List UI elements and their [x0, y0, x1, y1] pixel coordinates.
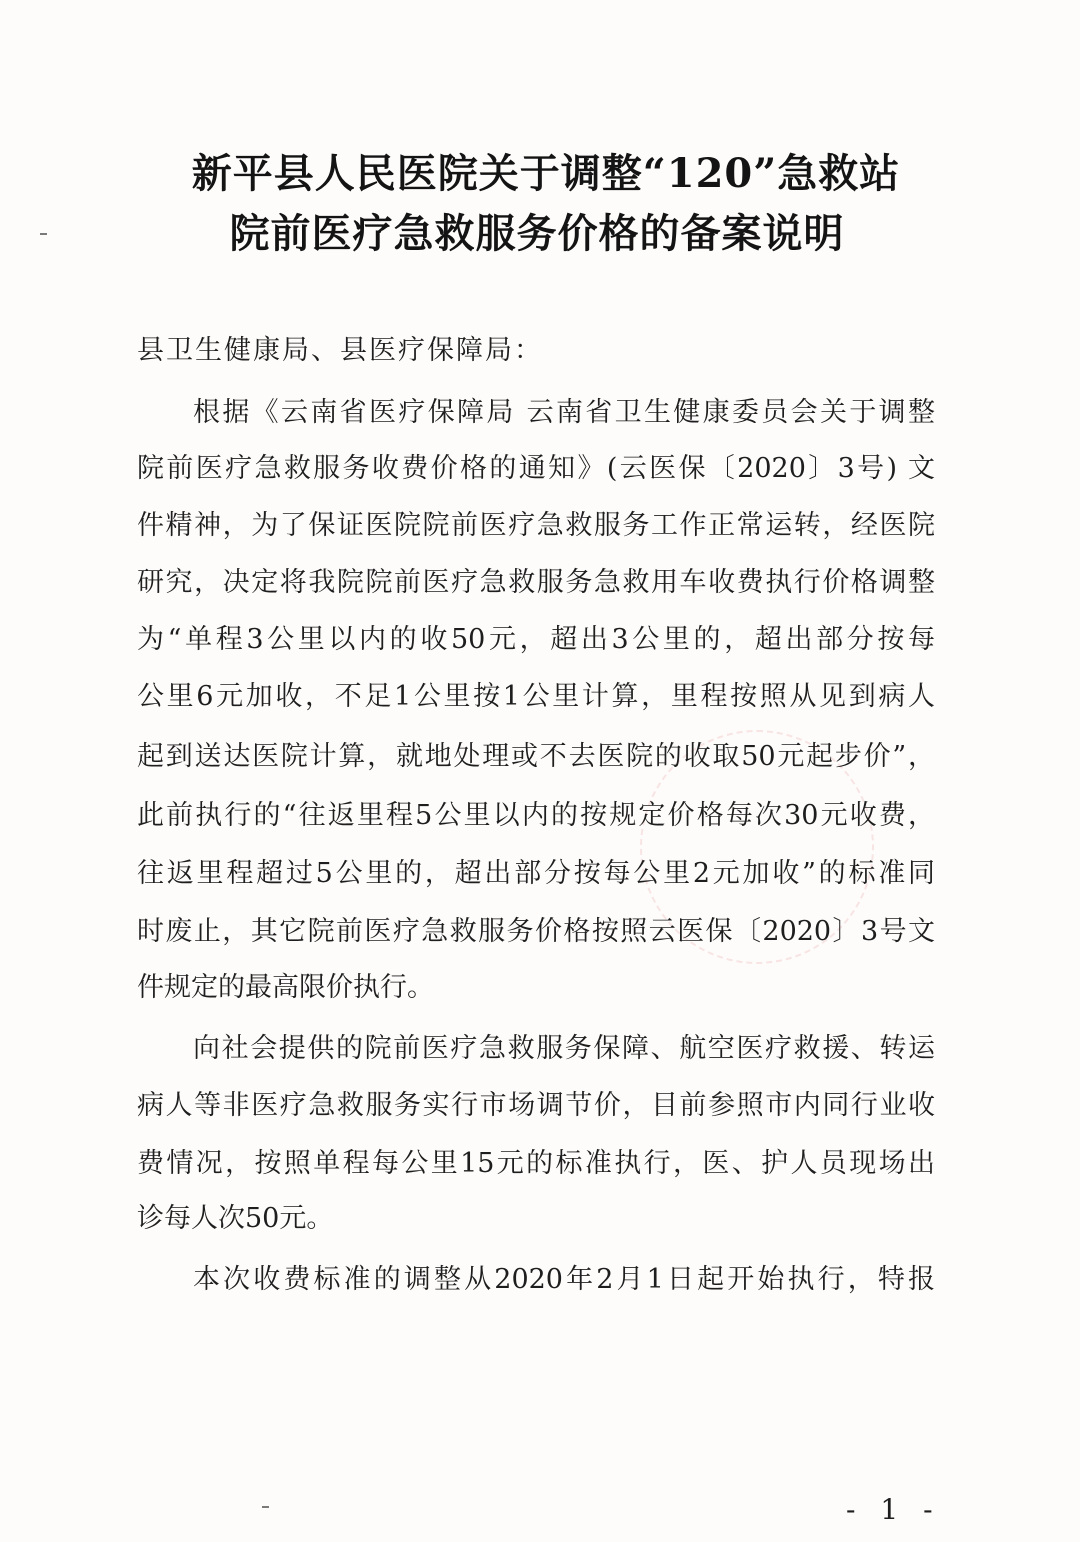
salutation: 县卫生健康局、县医疗保障局：: [137, 335, 543, 366]
paragraph-1-line: 研究，决定将我院院前医疗急救服务急救用车收费执行价格调整: [137, 567, 935, 598]
paragraph-1-line: 公里6元加收，不足1公里按1公里计算，里程按照从见到病人: [137, 681, 935, 712]
paragraph-1-line: 院前医疗急救服务收费价格的通知》(云医保〔2020〕3号) 文: [137, 453, 935, 484]
document-title-line-2: 院前医疗急救服务价格的备案说明: [229, 210, 845, 257]
page-number: - 1 -: [846, 1493, 941, 1526]
paragraph-1-line: 往返里程超过5公里的，超出部分按每公里2元加收”的标准同: [137, 858, 935, 889]
paragraph-1-line: 时废止，其它院前医疗急救服务价格按照云医保〔2020〕3号文: [137, 916, 935, 947]
paragraph-1-line: 根据《云南省医疗保障局 云南省卫生健康委员会关于调整: [193, 397, 935, 428]
paragraph-1-line: 件精神，为了保证医院院前医疗急救服务工作正常运转，经医院: [137, 510, 935, 541]
scan-mark: [262, 1506, 269, 1508]
paragraph-1-line: 为“单程3公里以内的收50元，超出3公里的，超出部分按每: [137, 624, 935, 655]
paragraph-1-line: 起到送达医院计算，就地处理或不去医院的收取50元起步价”，: [137, 741, 935, 772]
paragraph-2-line: 费情况，按照单程每公里15元的标准执行，医、护人员现场出: [137, 1148, 935, 1179]
document-title-line-1: 新平县人民医院关于调整“120”急救站: [191, 150, 901, 197]
paragraph-1-line: 此前执行的“往返里程5公里以内的按规定价格每次30元收费，: [137, 800, 935, 831]
paragraph-1-line: 件规定的最高限价执行。: [137, 972, 434, 1003]
paragraph-3-line: 本次收费标准的调整从2020年2月1日起开始执行，特报: [193, 1264, 935, 1295]
paragraph-2-line: 病人等非医疗急救服务实行市场调节价，目前参照市内同行业收: [137, 1090, 935, 1121]
paragraph-2-line: 向社会提供的院前医疗急救服务保障、航空医疗救援、转运: [193, 1033, 935, 1064]
paragraph-2-line: 诊每人次50元。: [137, 1203, 334, 1234]
